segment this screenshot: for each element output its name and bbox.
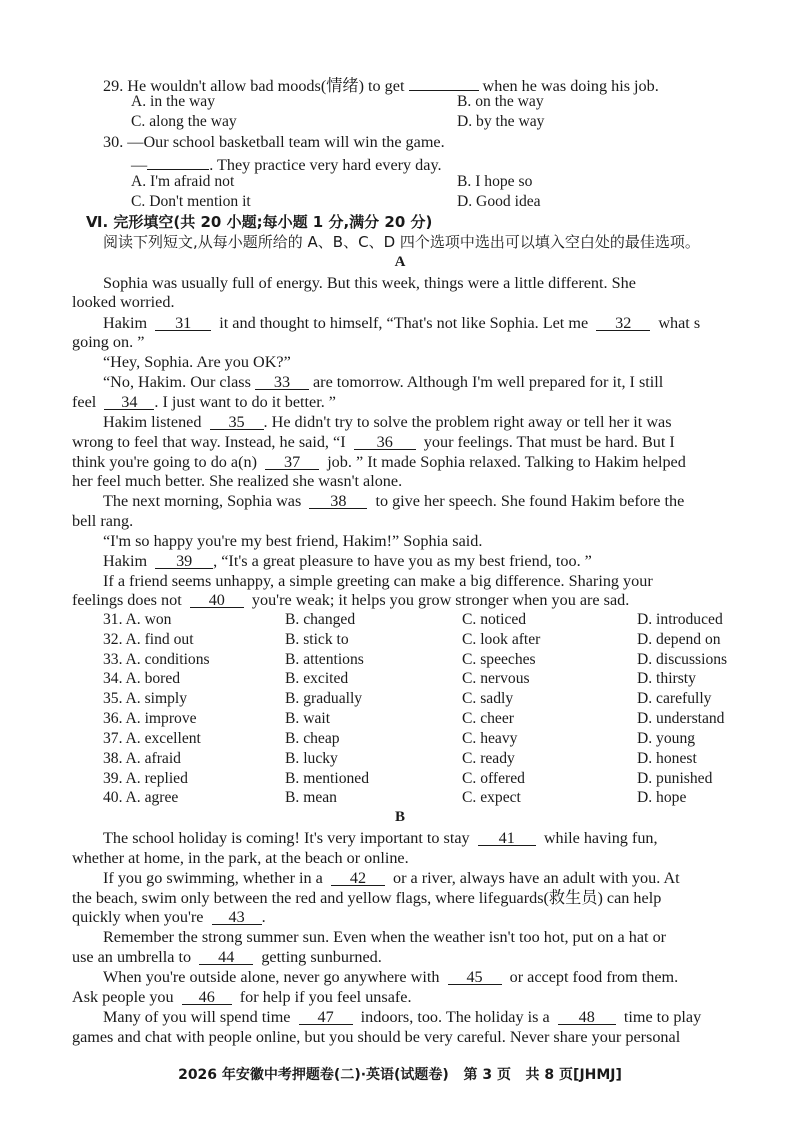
option-31-b: B. changed xyxy=(285,611,356,628)
passage-b-label: B xyxy=(394,809,405,825)
blank-48: 48 xyxy=(558,1007,616,1025)
q29-option-d: D. by the way xyxy=(457,113,545,130)
passage-a-line: Sophia was usually full of energy. But this week, things were a little different. She xyxy=(103,274,636,292)
option-31-a: 31. A. won xyxy=(103,611,172,628)
blank-31: 31 xyxy=(155,313,211,331)
passage-a-line xyxy=(72,392,336,412)
q30-option-a: A. I'm afraid not xyxy=(131,173,235,190)
text-segment: The school holiday is coming! It's very important to stay xyxy=(103,829,470,847)
passage-b-line xyxy=(72,907,266,927)
passage-a-line xyxy=(103,491,684,511)
text-segment: “No, Hakim. Our class xyxy=(103,373,251,391)
option-32-c: C. look after xyxy=(462,631,541,648)
option-36-d: D. understand xyxy=(637,710,725,727)
option-40-c: C. expect xyxy=(462,789,521,806)
q29-option-c: C. along the way xyxy=(131,113,237,130)
q29-stem-part1: 29. He wouldn't allow bad moods(情绪) to get xyxy=(103,77,405,95)
option-38-c: C. ready xyxy=(462,750,515,767)
option-34-d: D. thirsty xyxy=(637,670,696,687)
option-38-b: B. lucky xyxy=(285,750,338,767)
text-segment: while having fun, xyxy=(543,829,658,847)
text-segment: or accept food from them. xyxy=(509,968,679,986)
passage-a-line: looked worried. xyxy=(72,293,175,311)
text-segment: feelings does not xyxy=(72,591,182,609)
text-segment: you're weak; it helps you grow stronger when you are sad. xyxy=(251,591,630,609)
option-32-d: D. depend on xyxy=(637,631,721,648)
blank-41: 41 xyxy=(478,828,536,846)
option-37-b: B. cheap xyxy=(285,730,340,747)
option-33-a: 33. A. conditions xyxy=(103,651,210,668)
blank-45: 45 xyxy=(448,967,502,985)
option-33-c: C. speeches xyxy=(462,651,536,668)
blank-47: 47 xyxy=(299,1007,353,1025)
page-footer: 2026 年安徽中考押题卷(二)·英语(试题卷) 第 3 页 共 8 页[JHMJ] xyxy=(178,1067,622,1083)
passage-a-line: bell rang. xyxy=(72,512,134,530)
passage-b-line xyxy=(72,987,412,1007)
blank-36: 36 xyxy=(354,432,416,450)
text-segment: or a river, always have an adult with you. At xyxy=(393,869,680,887)
text-segment: Hakim xyxy=(103,314,148,332)
text-segment: use an umbrella to xyxy=(72,948,192,966)
option-35-d: D. carefully xyxy=(637,690,712,707)
text-segment: Ask people you xyxy=(72,988,174,1006)
option-34-c: C. nervous xyxy=(462,670,530,687)
option-36-b: B. wait xyxy=(285,710,331,727)
text-segment: The next morning, Sophia was xyxy=(103,492,302,510)
text-segment: Many of you will spend time xyxy=(103,1008,291,1026)
blank-39: 39 xyxy=(155,551,213,569)
text-segment: for help if you feel unsafe. xyxy=(239,988,412,1006)
q29-option-a: A. in the way xyxy=(131,93,216,110)
passage-a-line xyxy=(103,412,672,432)
option-34-b: B. excited xyxy=(285,670,349,687)
blank-35: 35 xyxy=(210,412,264,430)
section-6-title: Ⅵ. 完形填空(共 20 小题;每小题 1 分,满分 20 分) xyxy=(86,213,433,231)
text-segment: what s xyxy=(658,314,701,332)
passage-b-line: whether at home, in the park, at the beach or online. xyxy=(72,849,409,867)
passage-b-line: the beach, swim only between the red and yellow flags, where lifeguards(救生员) can help xyxy=(72,889,662,907)
passage-a-line xyxy=(72,432,675,452)
option-36-a: 36. A. improve xyxy=(103,710,197,727)
q30-option-c: C. Don't mention it xyxy=(131,193,251,210)
passage-b-line: games and chat with people online, but you should be very careful. Never share your personal xyxy=(72,1028,681,1046)
passage-a-line: “I'm so happy you're my best friend, Hakim!” Sophia said. xyxy=(103,532,483,550)
option-37-c: C. heavy xyxy=(462,730,518,747)
blank-30 xyxy=(147,152,209,170)
passage-a-line: If a friend seems unhappy, a simple greeting can make a big difference. Sharing your xyxy=(103,572,653,590)
option-38-d: D. honest xyxy=(637,750,697,767)
blank-44: 44 xyxy=(199,947,253,965)
blank-46: 46 xyxy=(182,987,232,1005)
option-37-d: D. young xyxy=(637,730,696,747)
text-segment: your feelings. That must be hard. But I xyxy=(423,433,675,451)
option-40-a: 40. A. agree xyxy=(103,789,179,806)
passage-b-line xyxy=(103,868,680,888)
option-32-b: B. stick to xyxy=(285,631,349,648)
passage-a-line xyxy=(72,590,629,610)
option-33-b: B. attentions xyxy=(285,651,364,668)
blank-33: 33 xyxy=(255,372,309,390)
option-39-b: B. mentioned xyxy=(285,770,370,787)
text-segment: indoors, too. The holiday is a xyxy=(360,1008,550,1026)
blank-34: 34 xyxy=(104,392,154,410)
passage-a-label: A xyxy=(394,254,406,270)
blank-38: 38 xyxy=(309,491,367,509)
text-segment: . He didn't try to solve the problem right away or tell her it was xyxy=(263,413,672,431)
section-6-instruction: 阅读下列短文,从每小题所给的 A、B、C、D 四个选项中选出可以填入空白处的最佳选项。 xyxy=(103,233,700,251)
passage-b-line xyxy=(103,967,678,987)
text-segment: think you're going to do a(n) xyxy=(72,453,257,471)
passage-b-line xyxy=(103,1007,701,1027)
option-39-c: C. offered xyxy=(462,770,525,787)
option-32-a: 32. A. find out xyxy=(103,631,194,648)
text-segment: Hakim xyxy=(103,552,148,570)
blank-32: 32 xyxy=(596,313,650,331)
text-segment: . I just want to do it better. ” xyxy=(154,393,336,411)
question-30-stem: 30. —Our school basketball team will win the game. xyxy=(103,133,445,151)
option-40-d: D. hope xyxy=(637,789,687,806)
option-34-a: 34. A. bored xyxy=(103,670,181,687)
text-segment: When you're outside alone, never go anywhere with xyxy=(103,968,440,986)
q29-stem-part2: when he was doing his job. xyxy=(482,77,659,95)
passage-a-line: her feel much better. She realized she wasn't alone. xyxy=(72,472,403,490)
passage-b-line xyxy=(103,828,658,848)
text-segment: feel xyxy=(72,393,97,411)
text-segment: quickly when you're xyxy=(72,908,204,926)
text-segment: it and thought to himself, “That's not like Sophia. Let me xyxy=(219,314,589,332)
text-segment: job. ” It made Sophia relaxed. Talking to Hakim helped xyxy=(327,453,686,471)
passage-b-line: Remember the strong summer sun. Even when the weather isn't too hot, put on a hat or xyxy=(103,928,667,946)
blank-40: 40 xyxy=(190,590,244,608)
passage-a-line: “Hey, Sophia. Are you OK?” xyxy=(103,353,291,371)
option-36-c: C. cheer xyxy=(462,710,514,727)
passage-a-line xyxy=(103,372,663,392)
text-segment: , “It's a great pleasure to have you as my best friend, too. ” xyxy=(213,552,592,570)
text-segment: to give her speech. She found Hakim before the xyxy=(375,492,685,510)
option-35-a: 35. A. simply xyxy=(103,690,188,707)
passage-a-line xyxy=(103,551,592,571)
text-segment: If you go swimming, whether in a xyxy=(103,869,323,887)
option-37-a: 37. A. excellent xyxy=(103,730,201,747)
option-35-c: C. sadly xyxy=(462,690,514,707)
option-31-c: C. noticed xyxy=(462,611,527,628)
text-segment: time to play xyxy=(623,1008,702,1026)
q30-option-b: B. I hope so xyxy=(457,173,533,190)
text-segment: . xyxy=(261,908,266,926)
option-35-b: B. gradually xyxy=(285,690,363,707)
blank-29 xyxy=(409,73,479,91)
option-40-b: B. mean xyxy=(285,789,337,806)
text-segment: wrong to feel that way. Instead, he said, “I xyxy=(72,433,346,451)
q30-reply-text: . They practice very hard every day. xyxy=(209,156,442,174)
option-31-d: D. introduced xyxy=(637,611,723,628)
text-segment: Hakim listened xyxy=(103,413,202,431)
blank-42: 42 xyxy=(331,868,385,886)
option-39-d: D. punished xyxy=(637,770,713,787)
q29-option-b: B. on the way xyxy=(457,93,544,110)
passage-a-line: going on. ” xyxy=(72,333,145,351)
blank-37: 37 xyxy=(265,452,319,470)
q30-option-d: D. Good idea xyxy=(457,193,541,210)
option-38-a: 38. A. afraid xyxy=(103,750,181,767)
q30-dash: — xyxy=(131,156,148,174)
passage-b-line xyxy=(72,947,382,967)
text-segment: are tomorrow. Although I'm well prepared for it, I still xyxy=(313,373,664,391)
text-segment: getting sunburned. xyxy=(261,948,382,966)
option-33-d: D. discussions xyxy=(637,651,728,668)
option-39-a: 39. A. replied xyxy=(103,770,188,787)
blank-43: 43 xyxy=(212,907,262,925)
passage-a-line xyxy=(72,452,686,472)
passage-a-line xyxy=(103,313,700,333)
